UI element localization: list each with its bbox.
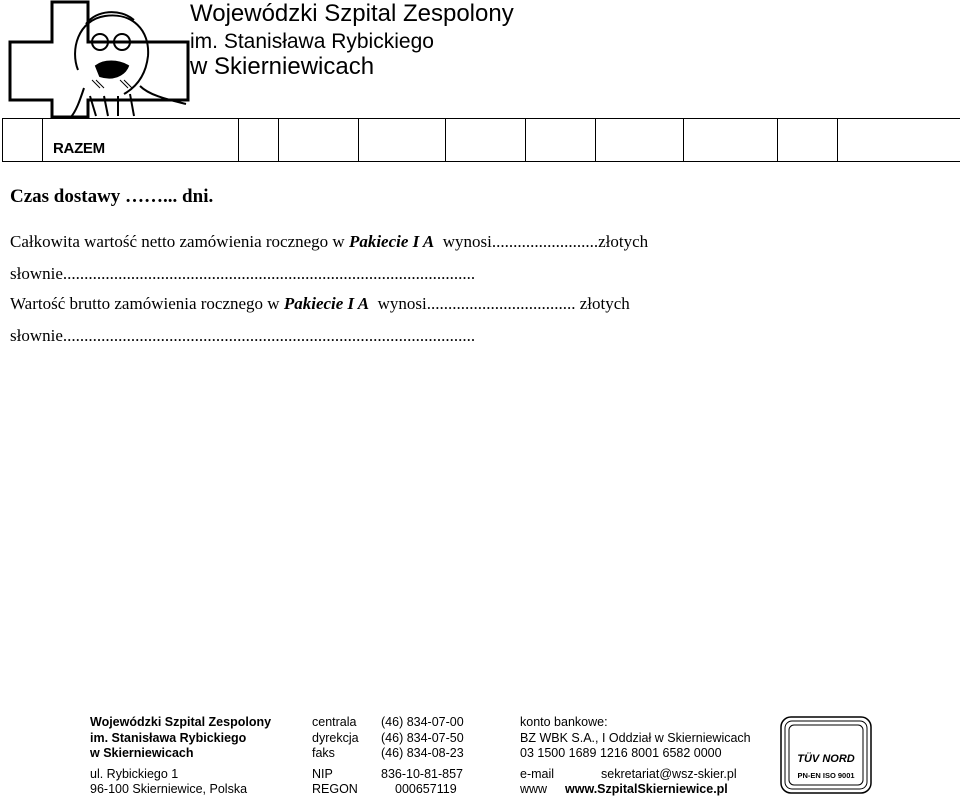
brutto-value-line: [10, 295, 630, 312]
faks-number: (46) 834-08-23: [381, 747, 464, 760]
brutto-text: Wartość brutto zamówienia rocznego w: [10, 294, 284, 313]
faks-label: faks: [312, 747, 335, 760]
brutto-in-words: słownie.................................................................................................: [10, 327, 475, 344]
hospital-logo: [0, 0, 190, 118]
cross-outline: [10, 2, 188, 117]
dyrekcja-label: dyrekcja: [312, 732, 359, 745]
table-cell: [446, 119, 526, 162]
regon-number: 000657119: [395, 783, 457, 796]
netto-text: Całkowita wartość netto zamówienia rocznego w: [10, 232, 349, 251]
website-link[interactable]: www.SzpitalSkierniewice.pl: [565, 783, 728, 796]
bank-name: BZ WBK S.A., I Oddział w Skierniewicach: [520, 732, 751, 745]
centrala-phone: (46) 834-07-00: [381, 716, 464, 729]
header-patron-name: im. Stanisława Rybickiego: [190, 31, 434, 52]
footer-hospital-name: Wojewódzki Szpital Zespolony: [90, 716, 271, 729]
razem-label: RAZEM: [43, 119, 239, 162]
netto-in-words: słownie.................................................................................................: [10, 265, 475, 282]
footer-street: ul. Rybickiego 1: [90, 768, 178, 781]
netto-package: Pakiecie I A: [349, 232, 434, 251]
razem-table-row: [2, 118, 960, 162]
certification-badge: [780, 716, 872, 794]
bank-label: konto bankowe:: [520, 716, 608, 729]
table-cell: [239, 119, 279, 162]
nip-label: NIP: [312, 768, 333, 781]
table-cell: [684, 119, 778, 162]
table-cell: [778, 119, 838, 162]
delivery-time: Czas dostawy ……... dni.: [10, 187, 213, 206]
email-link[interactable]: sekretariat@wsz-skier.pl: [601, 768, 737, 781]
cert-standard: PN-EN ISO 9001: [797, 771, 854, 780]
regon-label: REGON: [312, 783, 358, 796]
brutto-package: Pakiecie I A: [284, 294, 369, 313]
bank-account: 03 1500 1689 1216 8001 6582 0000: [520, 747, 722, 760]
table-cell: [279, 119, 359, 162]
email-label: e-mail: [520, 768, 554, 781]
table-cell: [359, 119, 446, 162]
centrala-label: centrala: [312, 716, 356, 729]
table-cell: [596, 119, 684, 162]
netto-value-line: [10, 233, 648, 250]
dyrekcja-phone: (46) 834-07-50: [381, 732, 464, 745]
table-cell: [526, 119, 596, 162]
footer-city: w Skierniewicach: [90, 747, 194, 760]
header-hospital-name: Wojewódzki Szpital Zespolony: [190, 2, 514, 26]
footer-postal-city: 96-100 Skierniewice, Polska: [90, 783, 247, 796]
www-label: www: [520, 783, 547, 796]
nip-number: 836-10-81-857: [381, 768, 463, 781]
table-cell: [838, 119, 960, 162]
cert-brand: TÜV NORD: [797, 752, 855, 765]
header-city: w Skierniewicach: [190, 55, 374, 79]
table-cell: [3, 119, 43, 162]
portrait-shading: [92, 80, 132, 88]
footer-patron-name: im. Stanisława Rybickiego: [90, 732, 246, 745]
netto-amount: wynosi.........................złotych: [434, 232, 648, 251]
brutto-amount: wynosi................................... złotych: [369, 294, 630, 313]
